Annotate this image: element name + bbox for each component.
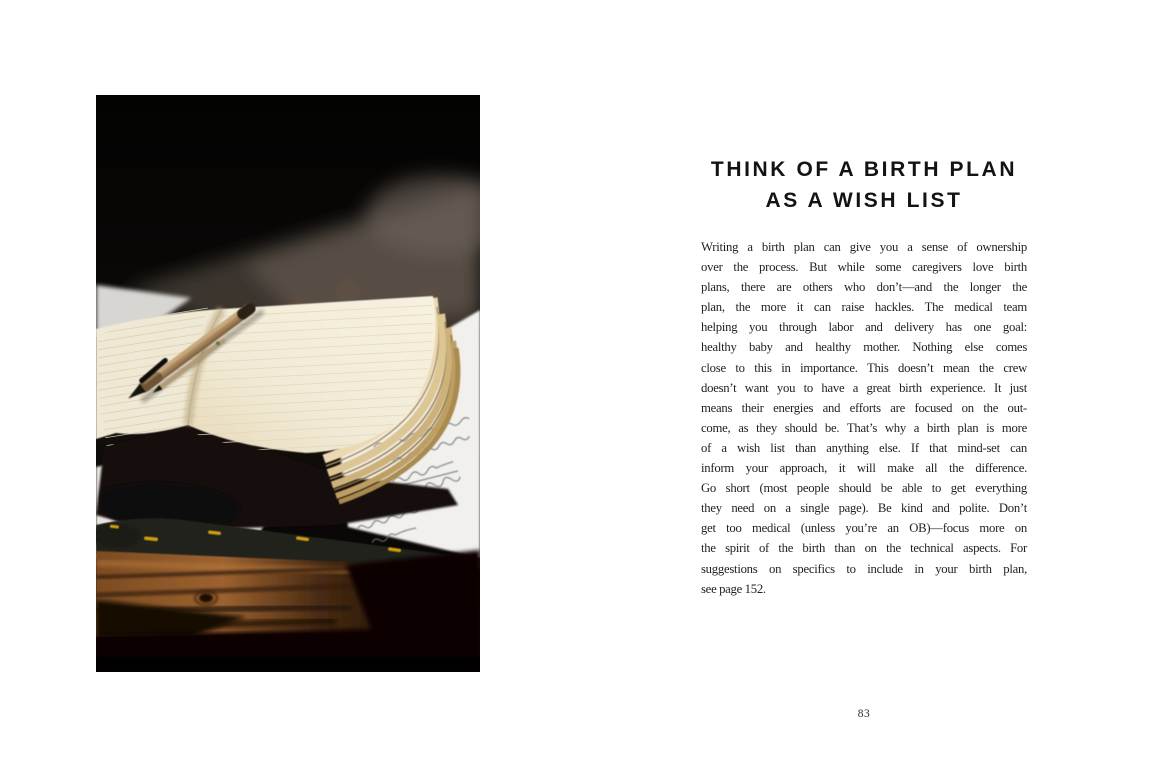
body-line: plan, the more it can raise hackles. The medical team [701, 300, 1027, 315]
body-line: close to this in importance. This doesn’t mean the crew [701, 360, 1027, 375]
body-line: the spirit of the birth than on the technical aspects. For [701, 541, 1027, 556]
body-line: see page 152. [701, 581, 766, 596]
body-line: get too medical (unless you’re an OB)—focus more on [701, 521, 1027, 536]
body-line: doesn’t want you to have a great birth experience. It just [701, 380, 1027, 395]
right-page [576, 0, 1152, 768]
shadow-bottom [96, 657, 480, 672]
body-line: of a wish list than anything else. If that mind-set can [701, 440, 1027, 455]
body-line: means their energies and efforts are focused on the out- [701, 400, 1027, 415]
body-line: suggestions on specifics to include in your birth plan, [701, 561, 1027, 576]
body-line: they need on a single page). Be kind and polite. Don’t [701, 501, 1027, 516]
body-line: Writing a birth plan can give you a sense of ownership [701, 240, 1027, 254]
body-text [701, 237, 1027, 599]
body-line: over the process. But while some caregivers love birth [701, 260, 1027, 275]
body-line: inform your approach, it will make all the difference. [701, 461, 1027, 476]
body-line: healthy baby and healthy mother. Nothing else comes [701, 340, 1027, 355]
chapter-title [576, 154, 1152, 216]
body-line: helping you through labor and delivery has one goal: [701, 320, 1027, 335]
page-number: 83 [857, 708, 871, 720]
chapter-title-line1: THINK OF A BIRTH PLAN [710, 158, 1018, 182]
notebook-photo-art [96, 95, 480, 672]
open-notebook [96, 296, 458, 531]
body-line: Go short (most people should be able to get everything [701, 481, 1027, 496]
chapter-title-line2: AS A WISH LIST [765, 189, 963, 213]
body-line: plans, there are others who don’t—and the longer the [701, 280, 1027, 295]
notebook-photo [96, 95, 480, 672]
body-line: come, as they should be. That’s why a birth plan is more [701, 420, 1027, 435]
